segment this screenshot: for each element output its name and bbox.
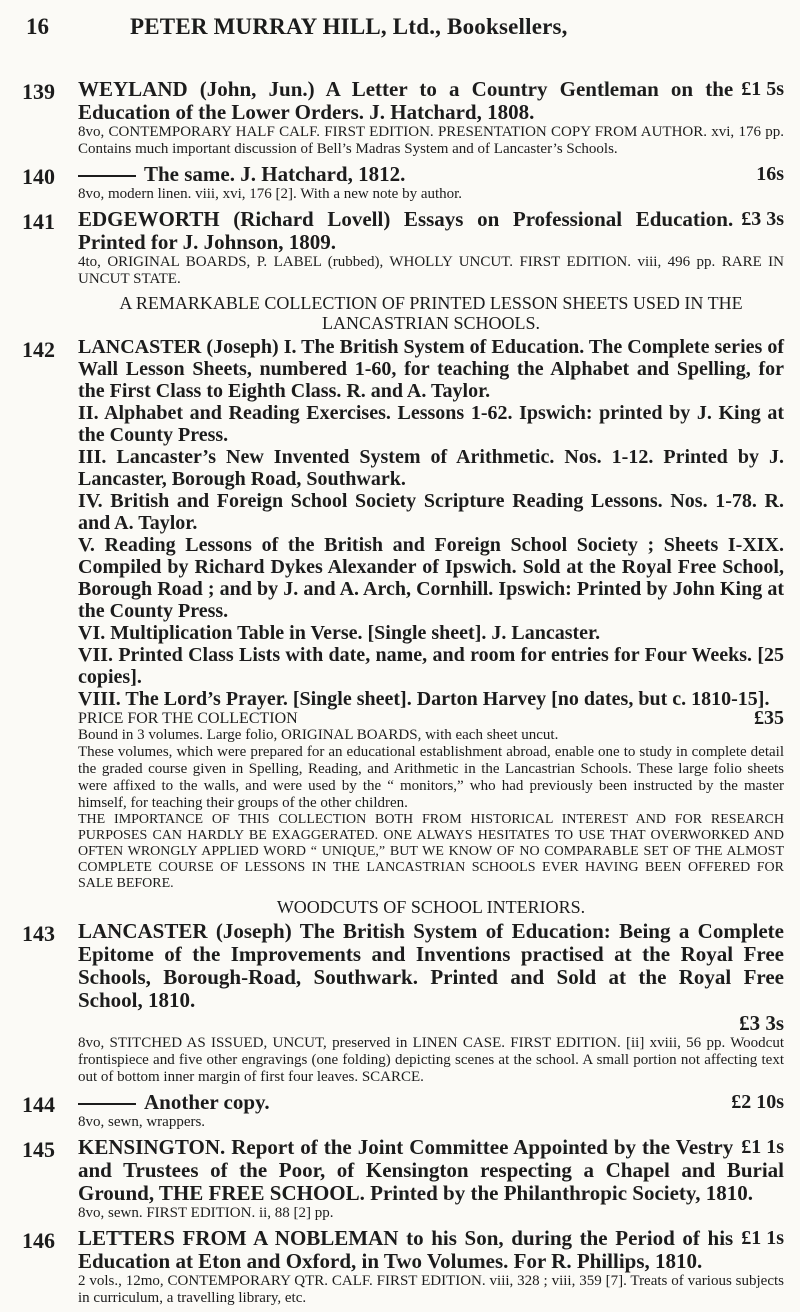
entry-title: £1 1s LETTERS FROM A NOBLEMAN to his Son, during the Period of his Education at Eton and Oxford, in Two Volumes. For R. Phillips, 1810.: [78, 1226, 784, 1273]
entry-description: 2 vols., 12mo, CONTEMPORARY QTR. CALF. FIRST EDITION. viii, 328 ; viii, 359 [7]. Treats of various subjects in curriculum, a travelling library, etc.: [78, 1273, 784, 1306]
entry-part-4: IV. British and Foreign School Society Scripture Reading Lessons. Nos. 1-78. R. and A. Taylor.: [78, 490, 784, 534]
page-number: 16: [26, 14, 49, 39]
entry-title: LANCASTER (Joseph) The British System of Education: Being a Complete Epitome of the Improvements and Inventions practised at the Royal Free Schools, Borough-Road, Southwark. Printed and Sold at the Royal Free School, 1810.: [78, 919, 784, 1012]
entry-description: 4to, ORIGINAL BOARDS, P. LABEL (rubbed), WHOLLY UNCUT. FIRST EDITION. viii, 496 pp. RARE IN UNCUT STATE.: [78, 254, 784, 287]
entry-number: 145: [22, 1137, 55, 1162]
page-title: PETER MURRAY HILL, Ltd., Booksellers,: [130, 14, 568, 39]
catalogue-entry-141: [22, 208, 784, 288]
entry-number: 144: [22, 1092, 55, 1117]
entry-part-7: VII. Printed Class Lists with date, name, and room for entries for Four Weeks. [25 copies].: [78, 644, 784, 688]
entry-description: 8vo, modern linen. viii, xvi, 176 [2]. With a new note by author.: [78, 186, 463, 202]
entry-title: £3 3s EDGEWORTH (Richard Lovell) Essays on Professional Education. Printed for J. Johnson, 1809.: [78, 207, 784, 254]
collection-price-line: £35 PRICE FOR THE COLLECTION: [78, 707, 784, 729]
entry-description: 8vo, CONTEMPORARY HALF CALF. FIRST EDITION. PRESENTATION COPY FROM AUTHOR. xvi, 176 pp. Contains much important discussion of Bell’s Madras System and of Lancaster’s Schools.: [78, 124, 784, 157]
entry-number: 139: [22, 79, 55, 104]
entry-part-5: V. Reading Lessons of the British and Foreign School Society ; Sheets I-XIX. Compiled by Richard Dykes Alexander of Ipswich. Sold at the Royal Free School, Borough Road ; and by J. and A. Arch, Cornhill. Ipswich: Printed by John King at the County Press.: [78, 534, 784, 622]
entry-description: 8vo, sewn. FIRST EDITION. ii, 88 [2] pp.: [78, 1205, 334, 1221]
ditto-dash: [78, 175, 136, 177]
entry-number: 140: [22, 164, 55, 189]
entry-description: 8vo, sewn, wrappers.: [78, 1114, 206, 1130]
catalogue-page: [22, 78, 784, 1312]
entry-number: 143: [22, 921, 55, 946]
catalogue-entry-143: [22, 920, 784, 1086]
entry-part-3: III. Lancaster’s New Invented System of Arithmetic. Nos. 1-12. Printed by J. Lancaster, Borough Road, Southwark.: [78, 446, 784, 490]
entry-title: £1 1s KENSINGTON. Report of the Joint Committee Appointed by the Vestry and Trustees of the Poor, of Kensington respecting a Chapel and Burial Ground, THE FREE SCHOOL. Printed by the Philanthropic Society, 1810.: [78, 1135, 784, 1205]
entry-price: £35: [754, 707, 784, 729]
entry-number: 146: [22, 1228, 55, 1253]
entry-part-2: II. Alphabet and Reading Exercises. Lessons 1-62. Ipswich: printed by J. King at the County Press.: [78, 402, 784, 446]
entry-price: £1 5s: [741, 78, 784, 100]
catalogue-entry-144: [22, 1091, 784, 1131]
entry-part-1: LANCASTER (Joseph) I. The British System of Education. The Complete series of Wall Lesson Sheets, numbered 1-60, for teaching the Alphabet and Spelling, for the First Class to Eighth Class. R. and A. Taylor.: [78, 336, 784, 402]
entry-title: £1 5s WEYLAND (John, Jun.) A Letter to a Country Gentleman on the Education of the Lower Orders. J. Hatchard, 1808.: [78, 77, 784, 124]
ditto-dash: [78, 1103, 136, 1105]
entry-price: £1 1s: [741, 1227, 784, 1249]
entry-title: £2 10s Another copy.: [78, 1091, 784, 1114]
catalogue-entry-142: [22, 336, 784, 892]
entry-emphasis-note: THE IMPORTANCE OF THIS COLLECTION BOTH FROM HISTORICAL INTEREST AND FOR RESEARCH PURPOSES CAN HARDLY BE EXAGGERATED. ONE ALWAYS HESITATES TO USE THAT OVERWORKED AND OFTEN WRONGLY APPLIED WORD “ UNIQUE,” BUT WE KNOW OF NO COMPARABLE SET OF THE ALMOST COMPLETE COURSE OF LESSONS IN THE LANCASTRIAN SCHOOLS EVER HAVING BEEN OFFERED FOR SALE BEFORE.: [78, 812, 784, 891]
entry-price: £3 3s: [741, 208, 784, 230]
entry-part-6: VI. Multiplication Table in Verse. [Single sheet]. J. Lancaster.: [78, 622, 601, 644]
entry-price: £2 10s: [731, 1091, 784, 1113]
catalogue-entry-140: [22, 163, 784, 203]
catalogue-entry-145: [22, 1136, 784, 1222]
entry-price: £3 3s: [739, 1011, 784, 1035]
catalogue-entry-139: [22, 78, 784, 158]
catalogue-entry-146: [22, 1227, 784, 1307]
entry-price: 16s: [756, 163, 784, 185]
entry-note: These volumes, which were prepared for an educational establishment abroad, enable one to study in complete detail the graded course given in Spelling, Reading, and Arithmetic in the Lancastrian Schools. These large folio sheets were affixed to the walls, and were used by the “ monitors,” who had previously been instructed by the master himself, for teaching their groups of the other children.: [78, 744, 784, 811]
entry-price: £1 1s: [741, 1136, 784, 1158]
entry-title: 16s The same. J. Hatchard, 1812.: [78, 163, 784, 186]
section-heading-lesson-sheets: A REMARKABLE COLLECTION OF PRINTED LESSON SHEETS USED IN THE LANCASTRIAN SCHOOLS.: [119, 293, 743, 333]
entry-binding: Bound in 3 volumes. Large folio, ORIGINAL BOARDS, with each sheet uncut.: [78, 727, 559, 743]
entry-description: 8vo, STITCHED AS ISSUED, UNCUT, preserved in LINEN CASE. FIRST EDITION. [ii] xviii, 56 pp. Woodcut frontispiece and five other engravings (one folding) depicting scenes at the school. A small portion not affecting text out of bottom inner margin of first four leaves. SCARCE.: [78, 1035, 784, 1085]
entry-number: 142: [22, 337, 55, 362]
entry-part-8: VIII. The Lord’s Prayer. [Single sheet]. Darton Harvey [no dates, but c. 1810-15].: [78, 688, 770, 710]
entry-number: 141: [22, 209, 55, 234]
section-heading-woodcuts: WOODCUTS OF SCHOOL INTERIORS.: [276, 897, 586, 917]
